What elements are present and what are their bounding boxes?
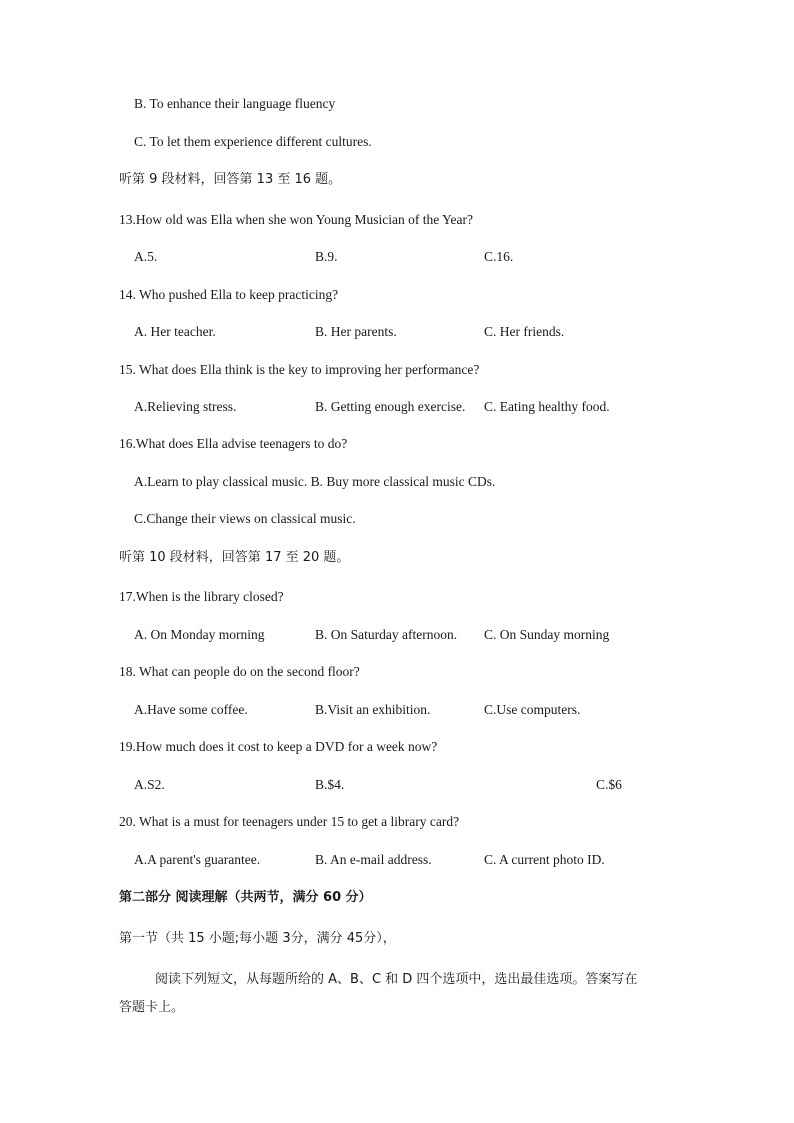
q13-option-a: A.5. — [134, 249, 158, 264]
q14-question: 14. Who pushed Ella to keep practicing? — [119, 287, 339, 302]
q18-option-b: B.Visit an exhibition. — [315, 702, 431, 717]
q17-question: 17.When is the library closed? — [119, 589, 284, 604]
q12-option-c: C. To let them experience different cultures. — [134, 134, 372, 149]
part2-heading: 第二部分 阅读理解（共两节，满分 60 分） — [119, 890, 372, 905]
q16-option-c: C.Change their views on classical music. — [134, 511, 356, 526]
q19-question: 19.How much does it cost to keep a DVD for a week now? — [119, 739, 438, 754]
q19-option-a: A.S2. — [134, 777, 165, 792]
q20-question: 20. What is a must for teenagers under 15 to get a library card? — [119, 814, 460, 829]
q15-option-a: A.Relieving stress. — [134, 399, 237, 414]
q20-option-a: A.A parent's guarantee. — [134, 852, 261, 867]
instructions-line1: 阅读下列短文，从每题所给的 A、B、C 和 D 四个选项中，选出最佳选项。答案写在 — [155, 972, 638, 987]
q18-option-a: A.Have some coffee. — [134, 702, 248, 717]
q19-option-b: B.$4. — [315, 777, 345, 792]
q17-option-b: B. On Saturday afternoon. — [315, 627, 458, 642]
q15-option-b: B. Getting enough exercise. — [315, 399, 466, 414]
q20-option-c: C. A current photo ID. — [484, 852, 605, 867]
q14-option-a: A. Her teacher. — [134, 324, 216, 339]
q14-option-b: B. Her parents. — [315, 324, 397, 339]
q18-question: 18. What can people do on the second floor? — [119, 664, 360, 679]
q17-option-a: A. On Monday morning — [134, 627, 265, 642]
q15-option-c: C. Eating healthy food. — [484, 399, 610, 414]
q13-option-b: B.9. — [315, 249, 338, 264]
q14-option-c: C. Her friends. — [484, 324, 565, 339]
section10-intro: 听第 10 段材料，回答第 17 至 20 题。 — [119, 550, 350, 565]
q19-option-c: C.$6 — [596, 777, 622, 792]
section9-intro: 听第 9 段材料，回答第 13 至 16 题。 — [119, 172, 342, 187]
q12-option-b: B. To enhance their language fluency — [134, 96, 336, 111]
q13-option-c: C.16. — [484, 249, 514, 264]
q13-question: 13.How old was Ella when she won Young Musician of the Year? — [119, 212, 473, 227]
instructions-line2: 答题卡上。 — [119, 1000, 185, 1015]
q20-option-b: B. An e-mail address. — [315, 852, 432, 867]
q16-option-ab: A.Learn to play classical music. B. Buy more classical music CDs. — [134, 474, 496, 489]
q16-question: 16.What does Ella advise teenagers to do? — [119, 436, 348, 451]
section1-heading: 第一节（共 15 小题;每小题 3分，满分 45分）， — [119, 931, 396, 946]
q18-option-c: C.Use computers. — [484, 702, 581, 717]
q15-question: 15. What does Ella think is the key to improving her performance? — [119, 362, 480, 377]
q17-option-c: C. On Sunday morning — [484, 627, 610, 642]
